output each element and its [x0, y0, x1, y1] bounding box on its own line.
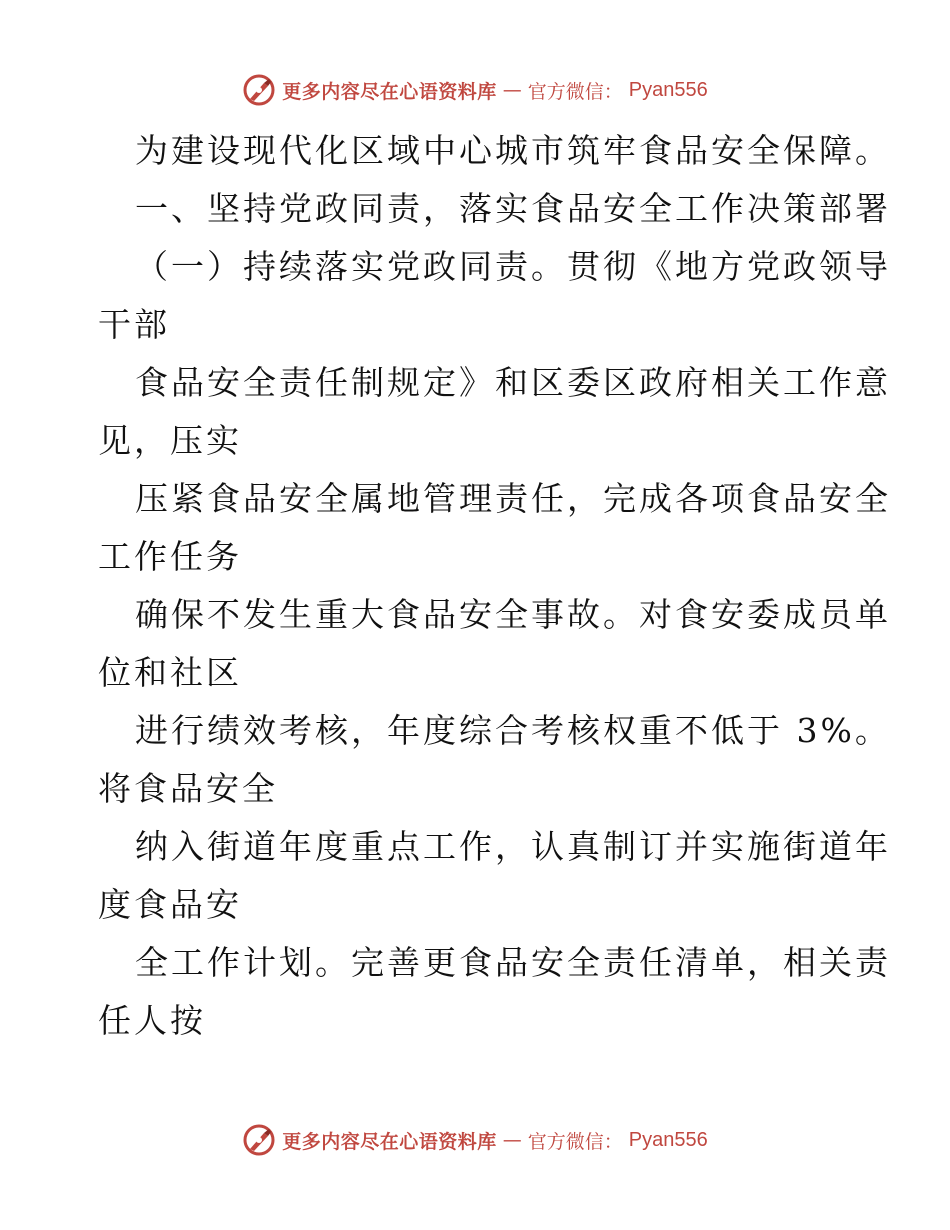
watermark-separator: —: [502, 79, 522, 101]
watermark-text: 更多内容尽在心语资料库: [282, 1130, 497, 1153]
watermark-separator: —: [502, 1129, 522, 1151]
watermark-wechat-id: Pyan556: [628, 1128, 708, 1151]
text-line: 位和社区: [98, 653, 242, 692]
document-body: [98, 122, 891, 1050]
text-line: 一、坚持党政同责，落实食品安全工作决策部署: [135, 189, 891, 228]
text-line: 纳入街道年度重点工作，认真制订并实施街道年: [135, 827, 891, 866]
text-line: 度食品安: [98, 885, 242, 924]
text-line: 任人按: [98, 1001, 206, 1040]
text-line: 将食品安全: [98, 769, 278, 808]
header-watermark: [0, 70, 950, 110]
text-line: 工作任务: [98, 537, 242, 576]
text-line: 见，压实: [98, 421, 242, 460]
watermark-official-label: 官方微信：: [527, 1130, 623, 1153]
footer-watermark: [0, 1120, 950, 1160]
pen-logo-icon: [242, 1123, 276, 1157]
text-line: （一）持续落实党政同责。贯彻《地方党政领导: [135, 247, 891, 286]
watermark-official-label: 官方微信：: [527, 80, 623, 103]
watermark-wechat-id: Pyan556: [628, 78, 708, 101]
pen-logo-icon: [242, 73, 276, 107]
text-line: 压紧食品安全属地管理责任，完成各项食品安全: [135, 479, 891, 518]
text-line: 为建设现代化区域中心城市筑牢食品安全保障。: [135, 131, 891, 170]
text-line: 确保不发生重大食品安全事故。对食安委成员单: [135, 595, 891, 634]
text-line: 全工作计划。完善更食品安全责任清单，相关责: [135, 943, 891, 982]
text-line: 进行绩效考核，年度综合考核权重不低于 3%。: [135, 711, 891, 750]
watermark-text: 更多内容尽在心语资料库: [282, 80, 497, 103]
text-line: 干部: [98, 305, 170, 344]
text-line: 食品安全责任制规定》和区委区政府相关工作意: [135, 363, 891, 402]
